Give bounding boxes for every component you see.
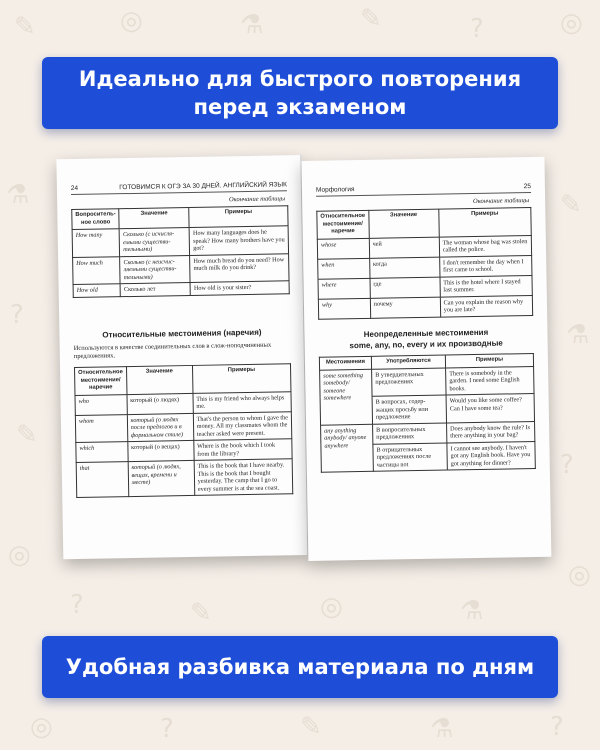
table-header: Примеры <box>438 208 531 237</box>
table-cell: В утвердительных предложениях <box>372 368 446 397</box>
table-cell: This is my friend who always helps me. <box>193 391 292 413</box>
right-continuation-note: Окончание таблицы <box>472 197 530 206</box>
table-cell: who <box>75 394 127 415</box>
right-running-head: Морфология <box>315 186 355 194</box>
top-banner-line2: перед экзаменом <box>193 95 407 119</box>
table-cell: when <box>318 258 370 279</box>
table-cell: The woman whose bag was stolen called the police. <box>439 235 532 257</box>
left-running-head: ГОТОВИМСЯ К ОГЭ ЗА 30 ДНЕЙ. АНГЛИЙСКИЙ ЯЗЫК <box>119 181 287 192</box>
table-cell: Does anybody know the rule? Is there anything in your bag? <box>447 421 535 443</box>
relative-pronouns-cont-table <box>316 207 533 319</box>
table-row <box>73 281 289 297</box>
table-cell: There is somebody in the garden. I need some English books. <box>446 366 534 395</box>
relative-pronouns-title: Относительные местоимения (наречия) <box>102 327 262 340</box>
table-cell: который (о вещах) <box>127 440 193 461</box>
table-cell: который (о людях) <box>127 393 193 414</box>
table-header: Примеры <box>445 353 533 367</box>
table-cell: Where is the book which I took from the library? <box>193 439 292 461</box>
table-cell: This is the book that I have nearby. This is the book that I bought yesterday. The camp that I go to every summer is at the sea coast. <box>194 459 293 496</box>
relative-pronouns-table <box>74 363 293 498</box>
table-cell: В вопросительных предложениях <box>373 423 447 444</box>
table-cell: чей <box>369 237 439 258</box>
left-page-header <box>71 181 287 195</box>
table-row <box>318 295 532 319</box>
table-cell: который (о людях после предлогов и в формальном стиле) <box>127 413 193 442</box>
table-header: Относительное местоимение/наречие <box>75 367 127 395</box>
table-header: Местоимения <box>319 356 371 369</box>
table-cell: How many <box>72 229 120 257</box>
table-cell: который (о людях, вещах, времени и месте) <box>128 460 195 496</box>
table-header: Употребляются <box>371 355 445 369</box>
right-page <box>301 157 551 561</box>
question-words-table <box>71 205 290 297</box>
open-book <box>56 151 551 579</box>
left-page-number: 24 <box>70 184 79 193</box>
table-cell: which <box>76 442 128 463</box>
table-row <box>75 411 291 442</box>
table-cell: Сколько (с неисчис-ляемыми существи-тельными) <box>120 255 190 284</box>
table-cell: В вопросах, содер-жащих просьбу или предложение <box>372 395 446 424</box>
table-cell: Сколько (с исчисля-емыми существи-тельными) <box>119 227 189 256</box>
top-banner <box>42 57 558 129</box>
table-cell: where <box>318 278 370 299</box>
table-header: Относительное местоимение/наречие <box>317 210 369 238</box>
table-cell: В отрицательных предложениях после частицы not <box>373 443 447 472</box>
table-header: Примеры <box>189 206 288 228</box>
table-cell: How much bread do you need? How much milk do you drink? <box>190 253 289 282</box>
table-cell: Would you like some coffee? Can I have some tea? <box>446 393 534 422</box>
table-cell: где <box>370 277 440 298</box>
table-cell: Сколько лет <box>120 282 190 296</box>
table-cell: This is the hotel where I stayed last summer. <box>440 275 533 297</box>
table-cell: I cannot see anybody. I haven't got any English book. Have you got anything for dinner? <box>447 441 535 470</box>
indefinite-pronouns-title: Неопределенные местоимения <box>363 327 489 339</box>
table-cell: That's the person to whom I gave the money. All my classmates whom the teacher asked were present. <box>193 411 292 440</box>
table-row <box>73 253 289 284</box>
doodle-background: ✎ ◎ ⚗ ✎ ? ◎ ⚗ ? ✎ ◎ ✎ ⚗ ? ◎ ? ✎ ◎ ⚗ ◎ ? ✎ ⚗ ? <box>6 4 591 744</box>
table-row <box>320 366 534 397</box>
table-cell: whom <box>75 414 127 442</box>
table-cell: How many languages does he speak? How many brothers have you got? <box>189 226 288 255</box>
relative-pronouns-text: Используются в качестве соединительных слов в слож-ноподчиненных предложениях. <box>73 341 272 361</box>
table-cell: How much <box>73 256 121 284</box>
table-cell: any anything anybody/ anyone anywhere <box>321 424 374 472</box>
table-cell: Can you explain the reason why you are late? <box>440 295 533 317</box>
table-cell: some something somebody/ someone somewhere <box>320 369 373 425</box>
table-header: Значение <box>368 209 438 238</box>
table-cell: why <box>318 298 370 319</box>
table-cell: I don't remember the day when I first came to school. <box>439 255 532 277</box>
table-header: Значение <box>119 207 189 228</box>
table-cell: почему <box>370 297 440 318</box>
left-page <box>56 155 308 559</box>
table-cell: How old is your sister? <box>190 281 289 295</box>
left-continuation-note: Окончание таблицы <box>228 195 286 204</box>
table-header: Значение <box>126 365 192 394</box>
right-page-header <box>316 183 531 197</box>
indefinite-pronouns-subtitle: some, any, no, every и их производные <box>349 338 503 351</box>
table-cell: когда <box>369 257 439 278</box>
bottom-banner: Удобная разбивка материала по дням <box>42 636 558 698</box>
table-row <box>76 459 293 498</box>
table-row <box>72 226 288 257</box>
table-cell: whose <box>317 238 369 259</box>
table-cell: that <box>76 462 128 498</box>
top-banner-line1: Идеально для быстрого повторения <box>78 67 522 91</box>
table-cell: How old <box>73 284 120 297</box>
right-page-number: 25 <box>523 183 531 191</box>
table-header: Вопроситель-ное слово <box>72 209 120 230</box>
table-header: Примеры <box>192 364 291 393</box>
indefinite-pronouns-table <box>319 353 536 473</box>
